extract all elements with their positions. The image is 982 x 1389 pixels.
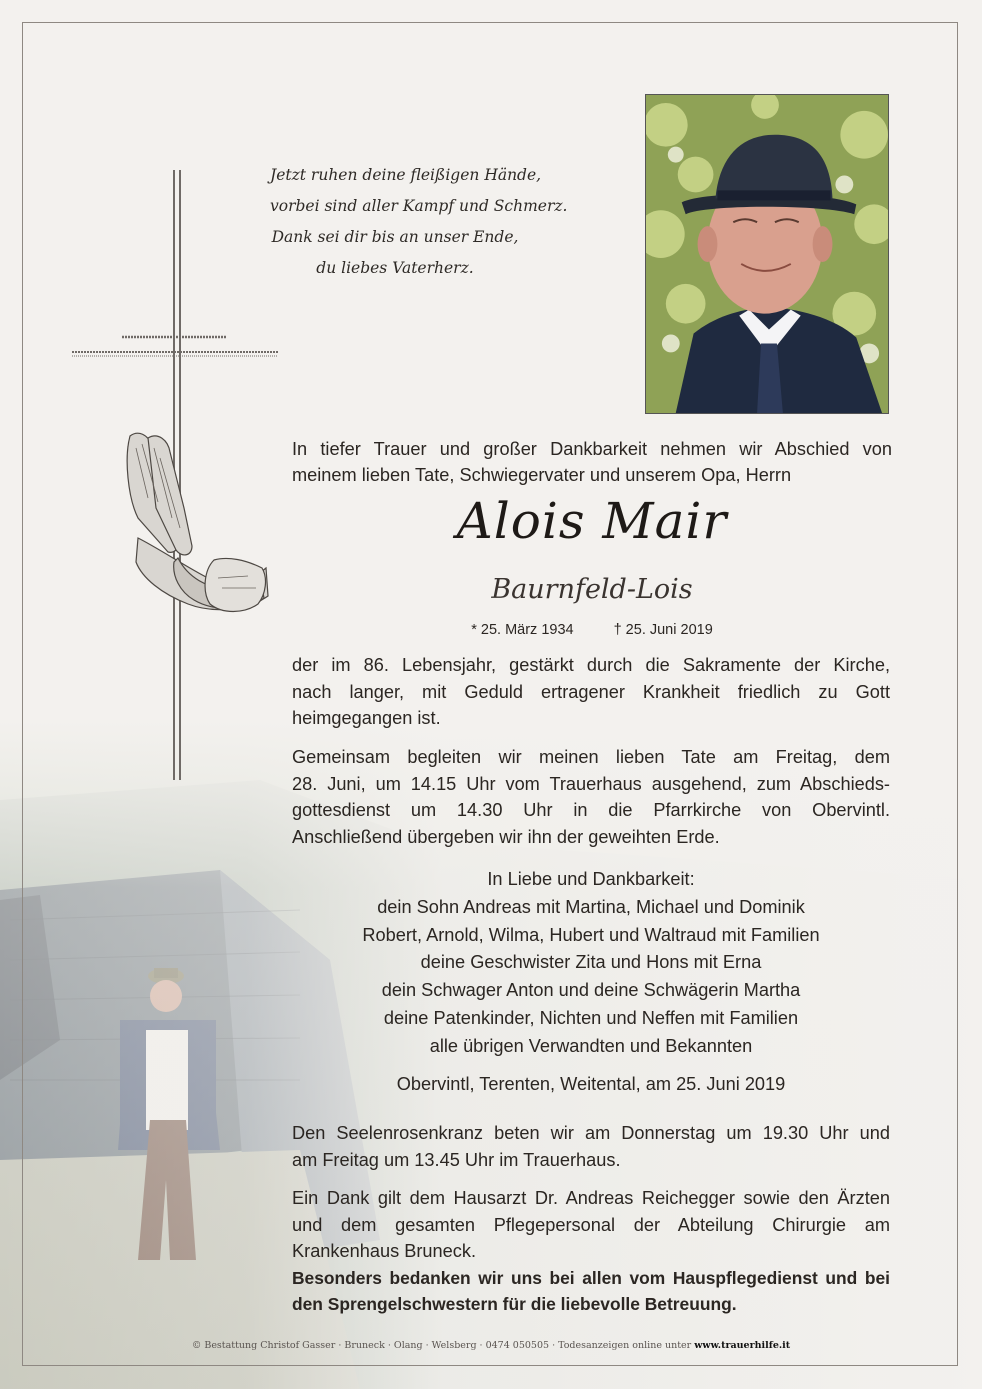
mourners-line: deine Geschwister Zita und Hons mit Erna: [420, 952, 762, 973]
footer-text: © Bestattung Christof Gasser · Bruneck · Olang · Welsberg · 0474 050505 · Todesanzeigen online unter: [191, 1340, 695, 1351]
mourners-line: alle übrigen Verwandten und Bekannten: [429, 1035, 753, 1056]
mourners-line: deine Patenkinder, Nichten und Neffen mit Familien: [383, 1007, 799, 1028]
intro-text: [292, 436, 892, 488]
verse-line: vorbei sind aller Kampf und Schmerz.: [270, 197, 568, 215]
place-and-date: Obervintl, Terenten, Weitental, am 25. Juni 2019: [396, 1074, 786, 1094]
mourners-list: [292, 866, 890, 1061]
paragraph-line: 28. Juni, um 14.15 Uhr vom Trauerhaus ausgehend, zum Abschieds-: [292, 773, 890, 794]
paragraph-line: Krankenhaus Bruneck.: [292, 1241, 477, 1261]
paragraph-line: Anschließend übergeben wir ihn der geweihten Erde.: [292, 826, 720, 847]
rosary-paragraph: [292, 1120, 890, 1173]
deceased-name: Alois Mair: [456, 492, 728, 550]
thanks-paragraph: [292, 1185, 890, 1318]
paragraph-line: Besonders bedanken wir uns bei allen vom Hauspflegedienst und bei: [292, 1267, 890, 1288]
intro-line: In tiefer Trauer und großer Dankbarkeit nehmen wir Abschied von: [292, 439, 892, 459]
verse-line: Jetzt ruhen deine fleißigen Hände,: [270, 166, 542, 184]
mourners-line: Robert, Arnold, Wilma, Hubert und Waltraud mit Familien: [362, 924, 820, 945]
paragraph-line: am Freitag um 13.45 Uhr im Trauerhaus.: [292, 1149, 621, 1170]
praying-hands-icon: [118, 428, 270, 620]
deceased-nickname: Baurnfeld-Lois: [491, 574, 693, 605]
mourners-line: In Liebe und Dankbarkeit:: [487, 869, 695, 889]
death-date: † 25. Juni 2019: [613, 622, 713, 638]
verse-line: Dank sei dir bis an unser Ende,: [271, 228, 519, 246]
paragraph-line: Gemeinsam begleiten wir meinen lieben Tate am Freitag, dem: [292, 747, 890, 767]
paragraph-line: gottesdienst um 14.30 Uhr in die Pfarrkirche von Obervintl.: [292, 800, 890, 820]
intro-line: meinem lieben Tate, Schwiegervater und unserem Opa, Herrn: [292, 465, 792, 485]
paragraph-line: heimgegangen ist.: [292, 708, 441, 728]
paragraph-line: Ein Dank gilt dem Hausarzt Dr. Andreas Reichegger sowie den Ärzten: [292, 1188, 890, 1208]
portrait-photo: [645, 94, 889, 414]
death-notice-paragraph: [292, 652, 890, 732]
paragraph-line: der im 86. Lebensjahr, gestärkt durch die Sakramente der Kirche,: [292, 655, 890, 675]
funeral-paragraph: [292, 744, 890, 850]
verse-line: du liebes Vaterherz.: [316, 259, 474, 277]
paragraph-line: und dem gesamten Pflegepersonal der Abteilung Chirurgie am: [292, 1214, 890, 1235]
footer-credit: [40, 1340, 942, 1351]
birth-date: * 25. März 1934: [471, 622, 574, 638]
life-dates: [292, 622, 892, 638]
paragraph-line: nach langer, mit Geduld ertragener Krankheit friedlich zu Gott: [292, 681, 890, 702]
paragraph-line: Den Seelenrosenkranz beten wir am Donnerstag um 19.30 Uhr und: [292, 1123, 890, 1143]
mourners-line: dein Sohn Andreas mit Martina, Michael und Dominik: [377, 896, 805, 917]
mourners-line: dein Schwager Anton und deine Schwägerin Martha: [381, 980, 801, 1001]
memorial-verse: [270, 160, 568, 284]
paragraph-line: den Sprengelschwestern für die liebevolle Betreuung.: [292, 1294, 737, 1314]
footer-link[interactable]: www.trauerhilfe.it: [694, 1340, 791, 1351]
